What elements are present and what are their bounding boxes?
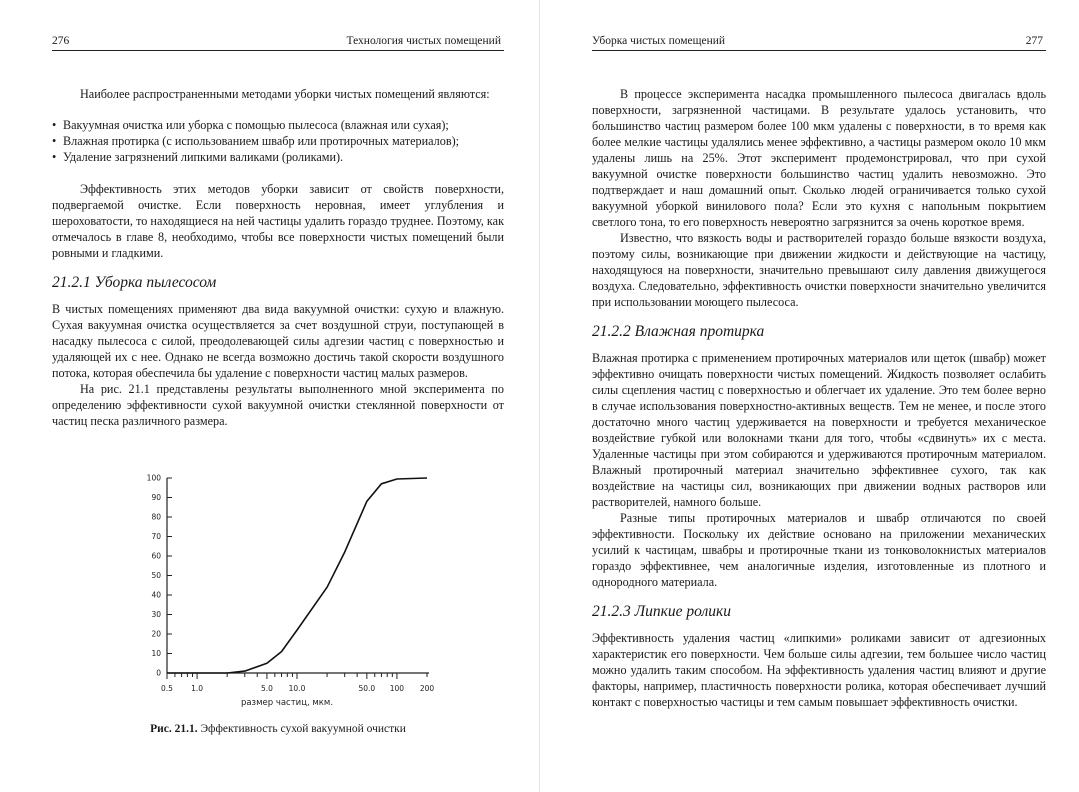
running-header-right [592, 35, 1046, 51]
section-heading-vacuum: 21.2.1 Уборка пылесосом [52, 274, 217, 291]
list-item: • Вакуумная очистка или уборка с помощью пылесоса (влажная или сухая); [52, 117, 504, 133]
y-tick-label: 30 [151, 610, 161, 620]
list-item: • Влажная протирка (с использованием швабр или протирочных материалов); [52, 133, 504, 149]
viscosity-paragraph: Известно, что вязкость воды и растворителей гораздо больше вязкости воздуха, поэтому силы, возникающие при движении жидкости и действующие на частицу, находящуюся на поверхности, значительно превышают силу давления движущегося воздуха. Следовательно, эффективность очистки поверхности значительно увеличится при использовании моющего пылесоса. [592, 231, 1046, 309]
figure-caption [52, 723, 504, 735]
figure-caption-text: Эффективность сухой вакуумной очистки [197, 723, 406, 735]
running-title-right: Уборка чистых помещений [592, 35, 726, 47]
wet-wiping-paragraph-2: Разные типы протирочных материалов и швабр отличаются по своей эффективности. Поскольку их действие основано на приложении механических усилий к частицам, швабры и протирочные ткани из тонковолокнистых материалов гораздо эффективнее, чем аналогичные изделия, изготовленные из плотного и однородного материала. [592, 511, 1046, 589]
x-axis-label: размер частиц, мкм. [240, 698, 334, 708]
y-tick-label: 0 [156, 668, 161, 678]
y-tick-label: 80 [151, 512, 161, 522]
right-body-text [592, 86, 1046, 710]
y-tick-label: 50 [151, 571, 161, 581]
list-item: • Удаление загрязнений липкими валиками (роликами). [52, 149, 504, 165]
right-page [540, 0, 1079, 792]
intro-paragraph: Наиболее распространенными методами уборки чистых помещений являются: [80, 87, 490, 101]
figure-caption-label: Рис. 21.1. [150, 723, 198, 735]
vacuum-paragraph-1: В чистых помещениях применяют два вида вакуумной очистки: сухую и влажную. Сухая вакуумная очистка осуществляется за счет воздушной струи, поступающей в насадку пылесоса с силой, преодолевающей силы адгезии частиц с поверхностью и удаляющей их с нее. Однако не всегда возможно достичь такой скорости воздушного потока, которая обеспечила бы удаление с поверхности частиц малых размеров. [52, 302, 504, 380]
effectiveness-paragraph: Эффективность этих методов уборки зависит от свойств поверхности, подвергаемой очистке. Если поверхность неровная, имеет углубления и шероховатости, то находящиеся на ней частицы удалить гораздо труднее. Поэтому, как отмечалось в главе 8, необходимо, чтобы все поверхности чистых помещений были ровными и гладкими. [52, 182, 504, 260]
vacuum-paragraph-2: На рис. 21.1 представлены результаты выполненного мной эксперимента по определению эффективности сухой вакуумной очистки стеклянной поверхности от частиц песка различного размера. [52, 382, 504, 428]
section-heading-sticky-rollers: 21.2.3 Липкие ролики [592, 603, 732, 620]
section-heading-wet-wiping: 21.2.2 Влажная протирка [592, 323, 765, 340]
figure-21-1 [52, 470, 504, 745]
y-tick-label: 70 [151, 532, 161, 542]
y-tick-label: 20 [151, 629, 161, 639]
wet-wiping-paragraph-1: Влажная протирка с применением протирочных материалов или щеток (швабр) может эффективно очищать поверхности чистых помещений. Жидкость позволяет ослабить силы сцепления частиц с поверхностью и облегчает их удаление. Это тем более верно в случае использования поверхностно-активных веществ. Тем не менее, и после этого достаточно много частиц удерживается на поверхности и требуется механическое воздействие губкой или волокнами ткани для того, чтобы «сдвинуть» их с места. Удаленные частицы при этом собираются и удерживаются протирочным материалом. Влажный протирочный материал значительно эффективнее сухого, так как воздействие на частицы сил, возникающих при движении водных растворов или растворителей, намного больше. [592, 351, 1046, 509]
x-tick-label: 50.0 [358, 684, 376, 693]
page-number-right: 277 [1025, 35, 1043, 47]
x-tick-label: 1.0 [191, 684, 204, 693]
cleaning-methods-list [52, 117, 504, 165]
running-title-left: Технология чистых помещений [346, 35, 501, 47]
x-tick-label: 100 [389, 684, 405, 693]
x-tick-label: 5.0 [260, 684, 273, 693]
y-tick-label: 40 [151, 590, 161, 600]
running-header-left [52, 35, 504, 51]
experiment-paragraph: В процессе эксперимента насадка промышленного пылесоса двигалась вдоль поверхности, загрязненной частицами. В результате удалось установить, что большинство частиц размером более 100 мкм удалены с поверхности, в то время как более мелкие частицы удалялись менее эффективно, а частицы размером около 10 мкм удалены лишь на 25%. Этот эксперимент продемонстрировал, что при сухой вакуумной очистке поверхности большинство частиц удалить невозможно. Это подтверждает и наш домашний опыт. Сколько людей ограничивается только сухой вакуумной уборкой винилового пола? Если это кухня с напольным покрытием светлого тона, то его поверхность невероятно загрязнится за очень короткое время. [592, 87, 1046, 229]
y-tick-label: 100 [146, 473, 161, 483]
efficiency-curve [167, 478, 427, 673]
left-body-text [52, 86, 504, 429]
y-tick-label: 90 [151, 493, 161, 503]
efficiency-chart [52, 470, 504, 720]
page-number-left: 276 [52, 35, 70, 47]
sticky-rollers-paragraph: Эффективность удаления частиц «липкими» роликами зависит от адгезионных характеристик его поверхности. Чем больше силы адгезии, тем большее число частиц можно удалить таким способом. На эффективность удаления частиц влияют и другие факторы, например, пластичность поверхности ролика, которая обеспечивает лучший контакт с поверхностью частицы и тем самым повышает эффективность очистки. [592, 631, 1046, 709]
y-tick-label: 10 [151, 649, 161, 659]
x-tick-label: 200 [419, 684, 435, 693]
y-tick-label: 60 [151, 551, 161, 561]
x-tick-label: 0.5 [161, 684, 173, 693]
x-tick-label: 10.0 [288, 684, 306, 693]
